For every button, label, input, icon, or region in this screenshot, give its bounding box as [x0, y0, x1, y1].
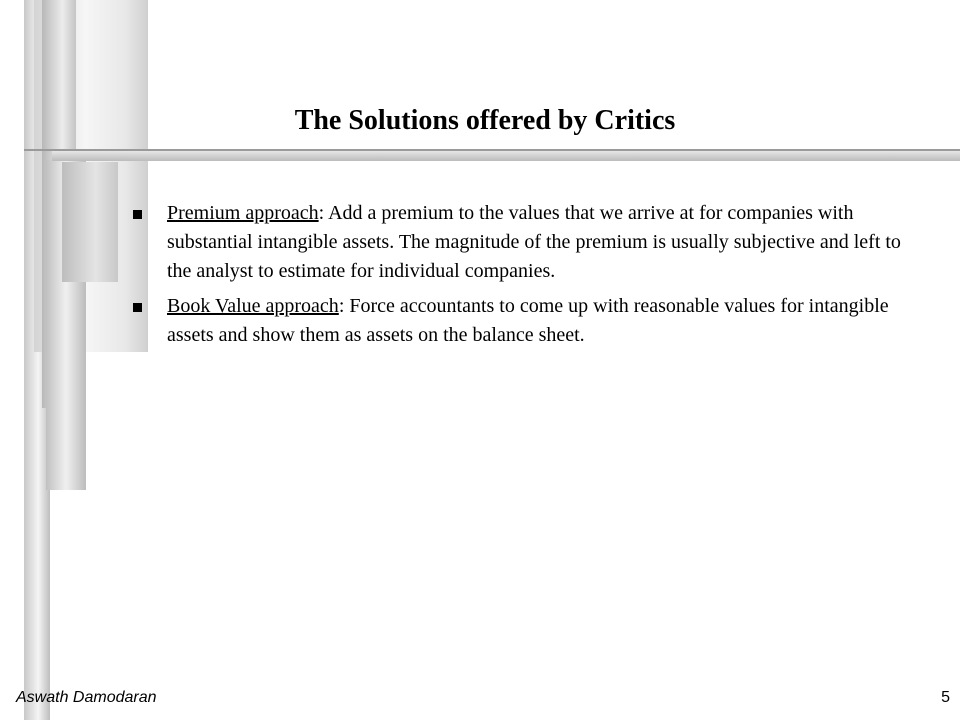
bullet-term: Premium approach: [167, 202, 319, 224]
bullet-item-premium-approach: [130, 199, 930, 286]
square-bullet-icon: [133, 210, 142, 219]
bullet-term: Book Value approach: [167, 295, 339, 317]
title-divider-bar: [52, 151, 960, 161]
bullet-item-book-value-approach: [130, 292, 930, 350]
page-number: 5: [941, 689, 950, 706]
bullet-list: [130, 199, 930, 356]
bullet-text: : Force accountants to come up with reasonable values for intangible assets and show them as assets on the balance sheet.: [167, 295, 889, 346]
square-bullet-icon: [133, 303, 142, 312]
slide-title: The Solutions offered by Critics: [294, 105, 676, 136]
footer-author: Aswath Damodaran: [16, 689, 157, 706]
bullet-text: : Add a premium to the values that we arrive at for companies with substantial intangible assets. The magnitude of the premium is usually subjective and left to the analyst to estimate for individual companies.: [167, 202, 901, 282]
decorative-bar: [62, 162, 118, 282]
